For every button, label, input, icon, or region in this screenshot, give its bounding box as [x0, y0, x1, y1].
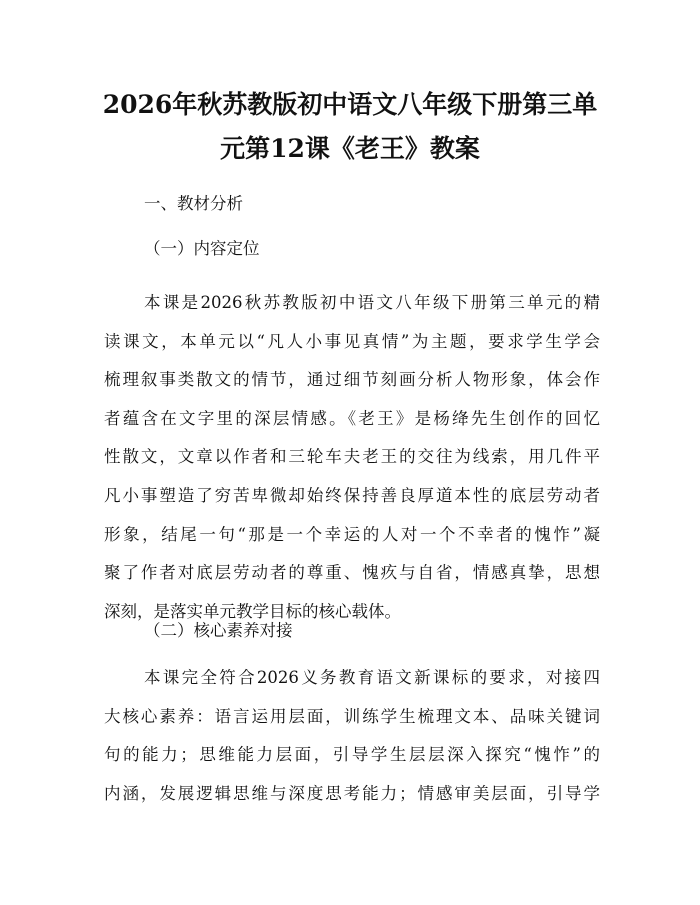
- paragraph-content-positioning: [104, 284, 600, 631]
- paragraph-core-literacy: [104, 659, 600, 813]
- paragraph-line: 性散文，文章以作者和三轮车夫老王的交往为线索，用几件平: [104, 447, 600, 467]
- subsection-heading-content-positioning: （一）内容定位: [144, 239, 260, 258]
- paragraph-line: 大核心素养：语言运用层面，训练学生梳理文本、品味关键词: [104, 706, 600, 726]
- document-title-line-1: 2026年秋苏教版初中语文八年级下册第三单: [102, 90, 598, 119]
- paragraph-line: 本课是2026秋苏教版初中语文八年级下册第三单元的精: [144, 293, 600, 312]
- paragraph-line: 本课完全符合2026义务教育语文新课标的要求，对接四: [144, 668, 600, 687]
- paragraph-line: 者蕴含在文字里的深层情感。《老王》是杨绛先生创作的回忆: [104, 408, 600, 428]
- document-title-line-2: 元第12课《老王》教案: [220, 134, 480, 163]
- paragraph-line: 形象，结尾一句“那是一个幸运的人对一个不幸者的愧怍”凝: [104, 524, 600, 544]
- section-heading-textbook-analysis: 一、教材分析: [144, 194, 243, 213]
- subsection-heading-core-literacy: （二）核心素养对接: [144, 621, 293, 640]
- paragraph-line: 深刻，是落实单元教学目标的核心载体。: [104, 601, 401, 621]
- paragraph-line: 读课文，本单元以“凡人小事见真情”为主题，要求学生学会: [104, 331, 600, 351]
- paragraph-line: 梳理叙事类散文的情节，通过细节刻画分析人物形象，体会作: [104, 370, 600, 390]
- paragraph-line: 内涵，发展逻辑思维与深度思考能力；情感审美层面，引导学: [104, 783, 600, 803]
- paragraph-line: 凡小事塑造了穷苦卑微却始终保持善良厚道本性的底层劳动者: [104, 485, 600, 505]
- paragraph-line: 聚了作者对底层劳动者的尊重、愧疚与自省，情感真挚，思想: [104, 563, 600, 583]
- paragraph-line: 句的能力；思维能力层面，引导学生层层深入探究“愧怍”的: [104, 745, 600, 765]
